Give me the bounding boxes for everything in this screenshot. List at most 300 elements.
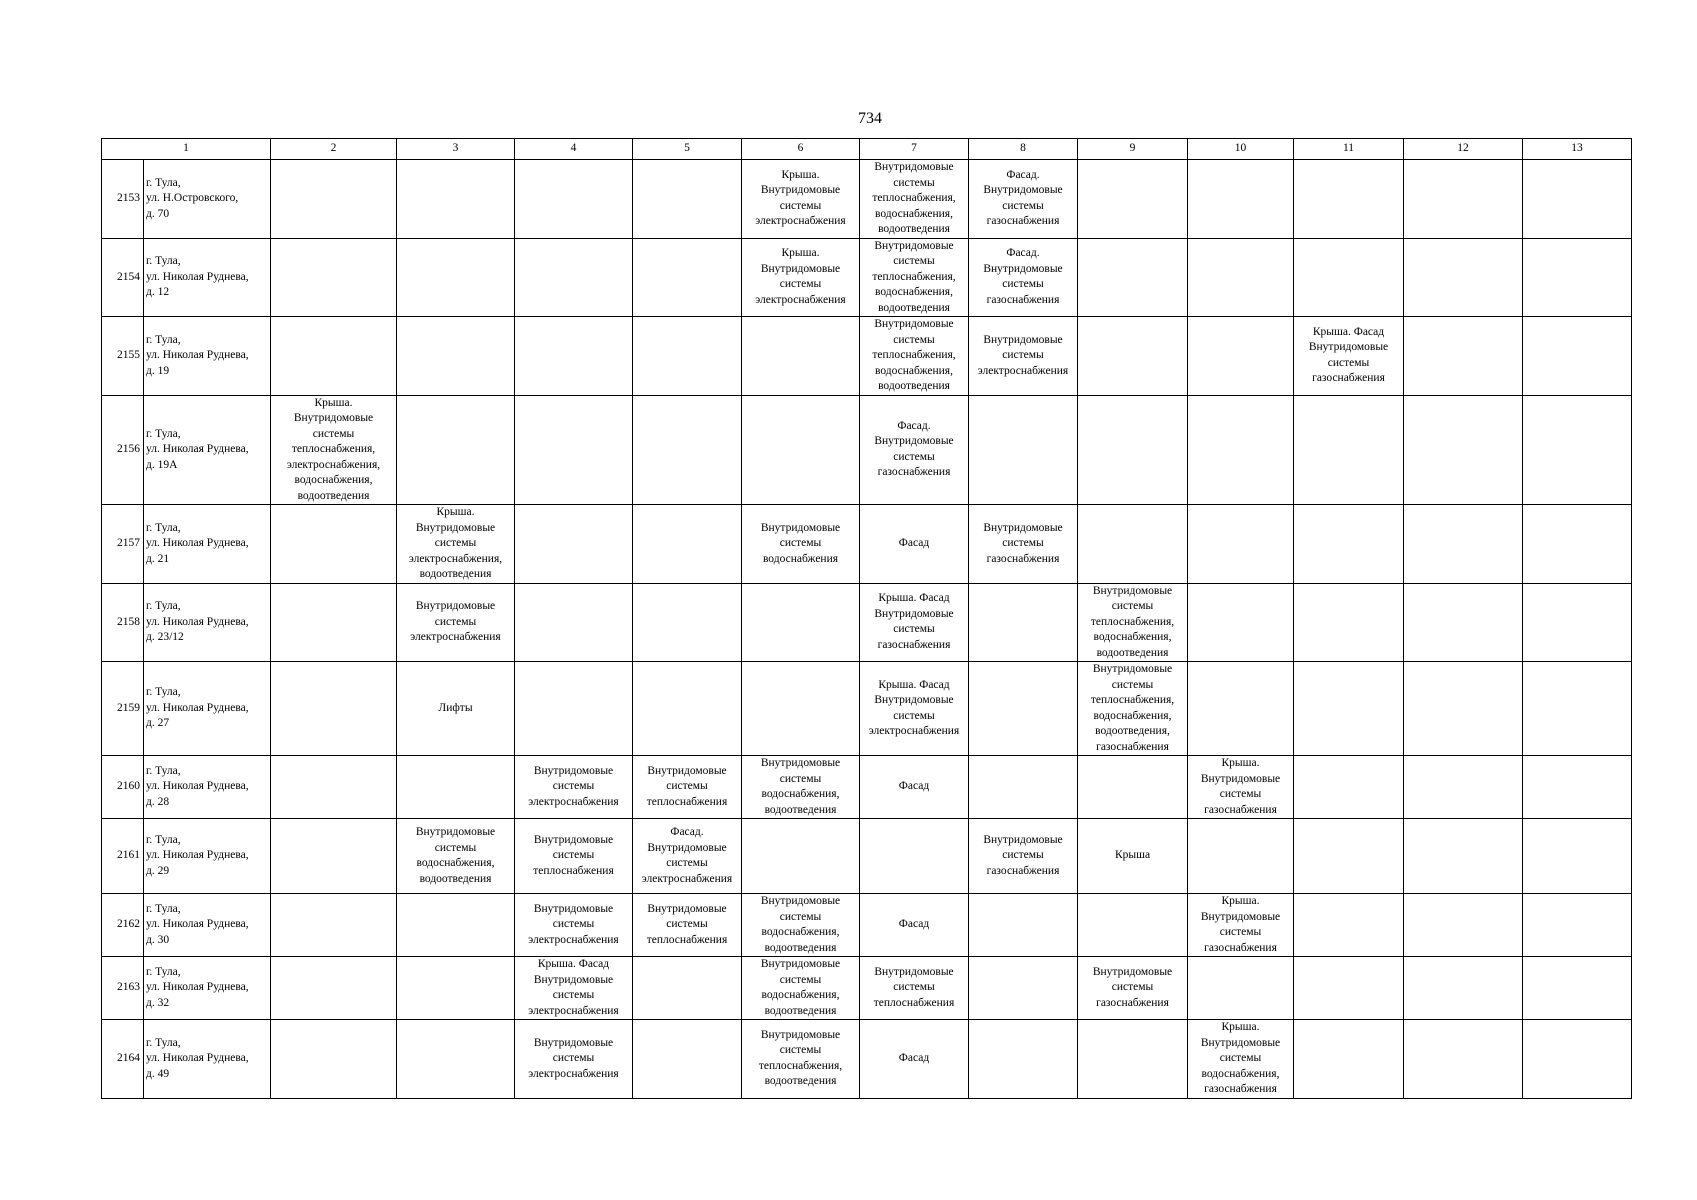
cell-line: системы xyxy=(1219,926,1262,938)
table-cell-col-6 xyxy=(742,317,860,396)
table-cell-col-5 xyxy=(633,662,742,756)
table-cell-col-12 xyxy=(1404,756,1523,819)
table-cell-col-2 xyxy=(271,395,397,505)
cell-line: системы xyxy=(552,780,595,793)
address-line: ул. Николая Руднева, xyxy=(146,780,249,793)
cell-line: водоотведения xyxy=(878,380,950,392)
table-cell-col-11 xyxy=(1294,317,1404,396)
table-cell-col-4 xyxy=(515,238,633,317)
cell-line: водоотведения xyxy=(878,223,950,235)
cell-line: теплоснабжения, xyxy=(1090,694,1175,706)
table-cell-col-10 xyxy=(1188,756,1294,819)
cell-line: водоотведения xyxy=(1096,646,1169,659)
column-header-3: 3 xyxy=(397,139,515,160)
address-line: д. 27 xyxy=(146,717,170,730)
column-header-12: 12 xyxy=(1404,139,1523,160)
table-cell-col-4 xyxy=(515,160,633,239)
table-cell-col-4 xyxy=(515,395,633,505)
table-cell-col-11 xyxy=(1294,957,1404,1020)
row-number: 2153 xyxy=(102,160,144,239)
table-cell-col-7 xyxy=(860,238,969,317)
cell-line: Внутридомовые xyxy=(533,902,614,915)
cell-line: системы xyxy=(1002,199,1044,212)
address-line: д. 19А xyxy=(146,458,178,471)
column-header-1: 1 xyxy=(102,139,271,160)
table-cell-col-5 xyxy=(633,756,742,819)
cell-line: Фасад xyxy=(898,780,930,793)
table-cell-col-9 xyxy=(1078,317,1188,396)
table-cell-col-4 xyxy=(515,317,633,396)
table-cell-col-9 xyxy=(1078,1020,1188,1099)
cell-line: теплоснабжения, xyxy=(872,270,956,283)
table-cell-col-3 xyxy=(397,160,515,239)
address-line: г. Тула, xyxy=(146,1036,181,1049)
table-row xyxy=(102,583,1632,662)
cell-line: системы xyxy=(1002,278,1044,291)
row-number: 2159 xyxy=(102,662,144,756)
table-cell-col-13 xyxy=(1523,505,1632,584)
table-cell-col-6 xyxy=(742,1020,860,1099)
address-line: г. Тула, xyxy=(146,255,181,267)
cell-line: системы xyxy=(434,615,477,628)
cell-line: Внутридомовые xyxy=(533,764,614,777)
cell-line: водоотведения xyxy=(419,872,492,885)
cell-line: Фасад. xyxy=(1006,247,1040,260)
cell-line: системы xyxy=(1219,788,1262,800)
table-cell-col-12 xyxy=(1404,317,1523,396)
address-line: д. 21 xyxy=(146,552,170,565)
cell-line: Крыша. xyxy=(1221,895,1260,907)
cell-line: Крыша. Фасад xyxy=(1312,325,1385,338)
cell-line: системы xyxy=(434,841,477,854)
cell-line: Внутридомовые xyxy=(760,184,841,197)
table-cell-col-3 xyxy=(397,395,515,505)
row-address xyxy=(144,505,271,584)
table-cell-col-11 xyxy=(1294,583,1404,662)
table-cell-col-6 xyxy=(742,819,860,894)
cell-line: водоснабжения, xyxy=(294,474,373,486)
column-header-10: 10 xyxy=(1188,139,1294,160)
table-cell-col-5 xyxy=(633,583,742,662)
table-cell-col-3 xyxy=(397,505,515,584)
cell-line: Внутридомовые xyxy=(983,184,1063,197)
table-cell-col-6 xyxy=(742,238,860,317)
cell-line: Внутридомовые xyxy=(533,1036,614,1049)
column-header-8: 8 xyxy=(969,139,1078,160)
cell-line: теплоснабжения, xyxy=(872,349,956,361)
cell-line: Крыша. xyxy=(436,506,475,518)
table-cell-col-9 xyxy=(1078,505,1188,584)
table-cell-col-8 xyxy=(969,756,1078,819)
table-cell-col-12 xyxy=(1404,1020,1523,1099)
cell-line: газоснабжения xyxy=(1204,1083,1277,1095)
cell-line: Внутридомовые xyxy=(760,262,841,275)
table-row xyxy=(102,317,1632,396)
table-cell-col-5 xyxy=(633,317,742,396)
table-cell-col-5 xyxy=(633,1020,742,1099)
address-line: д. 12 xyxy=(146,286,170,298)
row-number: 2155 xyxy=(102,317,144,396)
table-cell-col-7 xyxy=(860,160,969,239)
table-cell-col-13 xyxy=(1523,957,1632,1020)
cell-line: Крыша xyxy=(1114,849,1151,862)
table-cell-col-6 xyxy=(742,395,860,505)
cell-line: Крыша. xyxy=(314,396,353,409)
row-number: 2160 xyxy=(102,756,144,819)
table-cell-col-8 xyxy=(969,819,1078,894)
table-cell-col-12 xyxy=(1404,160,1523,239)
row-number: 2158 xyxy=(102,583,144,662)
table-cell-col-10 xyxy=(1188,819,1294,894)
cell-line: системы xyxy=(1002,849,1044,862)
cell-line: водоотведения xyxy=(878,301,950,314)
cell-line: Крыша. Фасад xyxy=(537,958,610,970)
address-line: г. Тула, xyxy=(146,965,181,978)
table-cell-col-3 xyxy=(397,662,515,756)
cell-line: газоснабжения xyxy=(1096,740,1169,753)
table-cell-col-13 xyxy=(1523,317,1632,396)
cell-line: системы xyxy=(552,849,595,862)
cell-line: Внутридомовые xyxy=(983,333,1063,346)
cell-line: водоснабжения xyxy=(762,552,839,565)
cell-line: теплоснабжения, xyxy=(1090,615,1175,628)
header-row xyxy=(102,139,1632,160)
cell-line: газоснабжения xyxy=(986,864,1060,877)
table-cell-col-12 xyxy=(1404,505,1523,584)
row-address xyxy=(144,894,271,957)
table-cell-col-7 xyxy=(860,317,969,396)
address-line: д. 70 xyxy=(146,207,170,220)
cell-line: теплоснабжения, xyxy=(291,443,376,455)
cell-line: Фасад xyxy=(898,537,930,549)
table-cell-col-10 xyxy=(1188,957,1294,1020)
cell-line: водоотведения xyxy=(764,1075,837,1088)
cell-line: Лифты xyxy=(438,701,473,714)
cell-line: Внутридомовые xyxy=(760,895,841,907)
row-address xyxy=(144,819,271,894)
address-line: ул. Николая Руднева, xyxy=(146,849,249,862)
cell-line: Фасад xyxy=(898,918,930,931)
table-cell-col-13 xyxy=(1523,756,1632,819)
table-cell-col-3 xyxy=(397,894,515,957)
row-number: 2163 xyxy=(102,957,144,1020)
cell-line: системы xyxy=(893,333,935,346)
cell-line: водоотведения xyxy=(297,489,370,502)
cell-line: Внутридомовые xyxy=(983,521,1063,534)
cell-line: Внутридомовые xyxy=(415,826,496,838)
table-cell-col-9 xyxy=(1078,238,1188,317)
table-cell-col-5 xyxy=(633,160,742,239)
table-cell-col-6 xyxy=(742,756,860,819)
table-cell-col-11 xyxy=(1294,505,1404,584)
cell-line: системы xyxy=(434,537,477,549)
cell-line: электроснабжения xyxy=(528,1067,619,1080)
column-header-2: 2 xyxy=(271,139,397,160)
table-cell-col-3 xyxy=(397,238,515,317)
cell-line: электроснабжения xyxy=(528,1004,619,1017)
address-line: г. Тула, xyxy=(146,333,181,346)
cell-line: газоснабжения xyxy=(986,215,1060,228)
table-cell-col-6 xyxy=(742,957,860,1020)
cell-line: водоснабжения, xyxy=(761,788,840,800)
table-cell-col-7 xyxy=(860,894,969,957)
table-cell-col-2 xyxy=(271,505,397,584)
cell-line: Внутридомовые xyxy=(874,239,954,252)
table-cell-col-4 xyxy=(515,819,633,894)
row-address xyxy=(144,160,271,239)
table-cell-col-6 xyxy=(742,505,860,584)
table-cell-col-10 xyxy=(1188,1020,1294,1099)
table-cell-col-6 xyxy=(742,160,860,239)
row-number: 2156 xyxy=(102,395,144,505)
cell-line: водоснабжения, xyxy=(761,926,840,938)
table-cell-col-7 xyxy=(860,957,969,1020)
table-row xyxy=(102,957,1632,1020)
table-cell-col-5 xyxy=(633,957,742,1020)
cell-line: газоснабжения xyxy=(877,466,951,479)
cell-line: системы xyxy=(893,981,935,994)
cell-line: системы xyxy=(312,427,355,440)
table-cell-col-8 xyxy=(969,662,1078,756)
table-row xyxy=(102,819,1632,894)
address-line: ул. Николая Руднева, xyxy=(146,1052,249,1064)
row-address xyxy=(144,317,271,396)
table-cell-col-7 xyxy=(860,505,969,584)
cell-line: системы xyxy=(779,973,822,986)
row-number: 2162 xyxy=(102,894,144,957)
cell-line: системы xyxy=(779,910,822,923)
cell-line: Внутридомовые xyxy=(415,600,496,612)
cell-line: водоснабжения, xyxy=(1093,709,1172,722)
table-cell-col-2 xyxy=(271,662,397,756)
cell-line: теплоснабжения xyxy=(646,933,728,946)
table-cell-col-5 xyxy=(633,238,742,317)
cell-line: системы xyxy=(1002,349,1044,361)
cell-line: системы xyxy=(893,623,935,636)
cell-line: Фасад xyxy=(898,1052,930,1064)
table-cell-col-5 xyxy=(633,819,742,894)
table-cell-col-8 xyxy=(969,317,1078,396)
cell-line: Крыша. xyxy=(781,168,820,181)
table-row xyxy=(102,1020,1632,1099)
table-cell-col-7 xyxy=(860,583,969,662)
table-cell-col-10 xyxy=(1188,583,1294,662)
cell-line: системы xyxy=(893,450,935,463)
column-header-11: 11 xyxy=(1294,139,1404,160)
cell-line: Крыша. xyxy=(781,247,820,260)
row-address xyxy=(144,583,271,662)
table-cell-col-6 xyxy=(742,662,860,756)
table-cell-col-8 xyxy=(969,505,1078,584)
cell-line: водоснабжения, xyxy=(875,364,953,377)
cell-line: электроснабжения xyxy=(868,725,960,737)
cell-line: водоотведения, xyxy=(1095,725,1170,737)
table-cell-col-12 xyxy=(1404,662,1523,756)
cell-line: системы xyxy=(666,857,708,869)
row-address xyxy=(144,238,271,317)
table-cell-col-12 xyxy=(1404,583,1523,662)
table-cell-col-13 xyxy=(1523,583,1632,662)
table-cell-col-8 xyxy=(969,957,1078,1020)
table-cell-col-2 xyxy=(271,160,397,239)
row-number: 2154 xyxy=(102,238,144,317)
cell-line: Внутридомовые xyxy=(874,694,954,706)
cell-line: Внутридомовые xyxy=(874,161,954,173)
address-line: г. Тула, xyxy=(146,764,181,777)
cell-line: системы xyxy=(1111,678,1154,691)
row-number: 2164 xyxy=(102,1020,144,1099)
cell-line: водоснабжения, xyxy=(875,207,953,220)
address-line: ул. Николая Руднева, xyxy=(146,443,249,455)
table-cell-col-11 xyxy=(1294,160,1404,239)
cell-line: теплоснабжения xyxy=(873,996,955,1009)
row-address xyxy=(144,1020,271,1099)
cell-line: электроснабжения xyxy=(641,872,733,885)
row-address xyxy=(144,957,271,1020)
cell-line: Внутридомовые xyxy=(874,965,954,978)
table-cell-col-8 xyxy=(969,238,1078,317)
cell-line: системы xyxy=(893,709,935,722)
table-cell-col-13 xyxy=(1523,894,1632,957)
cell-line: системы xyxy=(1111,981,1154,994)
cell-line: Внутридомовые xyxy=(1200,1036,1281,1049)
table-cell-col-11 xyxy=(1294,662,1404,756)
table-cell-col-12 xyxy=(1404,957,1523,1020)
table-cell-col-7 xyxy=(860,395,969,505)
cell-line: газоснабжения xyxy=(986,293,1060,306)
cell-line: электроснабжения, xyxy=(408,552,503,565)
table-cell-col-3 xyxy=(397,583,515,662)
address-line: ул. Николая Руднева, xyxy=(146,349,249,361)
cell-line: Внутридомовые xyxy=(983,262,1063,275)
cell-line: Фасад. xyxy=(897,419,931,432)
cell-line: Внутридомовые xyxy=(647,902,727,915)
cell-line: Внутридомовые xyxy=(874,607,954,620)
table-cell-col-8 xyxy=(969,1020,1078,1099)
address-line: д. 23/12 xyxy=(146,631,184,643)
table-cell-col-4 xyxy=(515,894,633,957)
table-cell-col-3 xyxy=(397,819,515,894)
cell-line: системы xyxy=(779,772,822,785)
cell-line: газоснабжения xyxy=(1204,803,1277,816)
cell-line: Внутридомовые xyxy=(760,521,841,534)
cell-line: газоснабжения xyxy=(986,552,1060,565)
cell-line: Внутридомовые xyxy=(533,833,614,846)
cell-line: водоснабжения, xyxy=(761,989,840,1001)
table-cell-col-11 xyxy=(1294,819,1404,894)
column-header-6: 6 xyxy=(742,139,860,160)
column-header-9: 9 xyxy=(1078,139,1188,160)
table-cell-col-12 xyxy=(1404,894,1523,957)
cell-line: системы xyxy=(779,537,822,549)
cell-line: системы xyxy=(779,278,822,291)
table-row xyxy=(102,505,1632,584)
address-line: г. Тула, xyxy=(146,521,181,534)
cell-line: электроснабжения xyxy=(410,631,501,643)
table-cell-col-3 xyxy=(397,756,515,819)
cell-line: Внутридомовые xyxy=(647,841,727,854)
cell-line: теплоснабжения xyxy=(646,795,728,808)
cell-line: Внутридомовые xyxy=(293,412,374,424)
table-cell-col-4 xyxy=(515,1020,633,1099)
table-cell-col-10 xyxy=(1188,662,1294,756)
cell-line: системы xyxy=(779,199,822,212)
table-cell-col-8 xyxy=(969,395,1078,505)
cell-line: газоснабжения xyxy=(1204,941,1277,954)
table-cell-col-4 xyxy=(515,505,633,584)
cell-line: электроснабжения xyxy=(528,933,619,946)
address-line: ул. Николая Руднева, xyxy=(146,615,249,628)
table-row xyxy=(102,894,1632,957)
table-cell-col-10 xyxy=(1188,894,1294,957)
table-cell-col-9 xyxy=(1078,160,1188,239)
table-cell-col-13 xyxy=(1523,160,1632,239)
address-line: г. Тула, xyxy=(146,902,181,915)
cell-line: системы xyxy=(1219,1052,1262,1064)
cell-line: системы xyxy=(552,1052,595,1064)
cell-line: Внутридомовые xyxy=(647,764,727,777)
cell-line: системы xyxy=(893,176,935,189)
table-cell-col-2 xyxy=(271,238,397,317)
column-header-4: 4 xyxy=(515,139,633,160)
table-cell-col-4 xyxy=(515,756,633,819)
cell-line: системы xyxy=(666,918,708,931)
cell-line: Внутридомовые xyxy=(1092,663,1173,675)
table-row xyxy=(102,662,1632,756)
cell-line: электроснабжения xyxy=(977,364,1069,377)
address-line: ул. Николая Руднева, xyxy=(146,270,249,283)
table-cell-col-11 xyxy=(1294,1020,1404,1099)
cell-line: Внутридомовые xyxy=(874,318,954,330)
table-cell-col-11 xyxy=(1294,238,1404,317)
address-line: ул. Николая Руднева, xyxy=(146,918,249,931)
column-header-5: 5 xyxy=(633,139,742,160)
address-line: д. 32 xyxy=(146,996,170,1009)
table-cell-col-5 xyxy=(633,894,742,957)
cell-line: Внутридомовые xyxy=(1200,910,1281,923)
cell-line: Внутридомовые xyxy=(983,833,1063,846)
cell-line: теплоснабжения, xyxy=(758,1059,843,1072)
address-line: д. 29 xyxy=(146,864,170,877)
table-cell-col-9 xyxy=(1078,819,1188,894)
cell-line: газоснабжения xyxy=(1312,372,1385,385)
table-cell-col-9 xyxy=(1078,957,1188,1020)
table-cell-col-3 xyxy=(397,957,515,1020)
address-line: д. 19 xyxy=(146,364,170,377)
table-cell-col-13 xyxy=(1523,1020,1632,1099)
table-cell-col-2 xyxy=(271,894,397,957)
cell-line: водоотведения xyxy=(764,1004,837,1017)
cell-line: теплоснабжения xyxy=(533,864,614,877)
cell-line: газоснабжения xyxy=(1096,996,1169,1009)
cell-line: Внутридомовые xyxy=(1308,341,1389,354)
address-line: г. Тула, xyxy=(146,833,181,846)
row-address xyxy=(144,662,271,756)
table-cell-col-6 xyxy=(742,583,860,662)
table-cell-col-7 xyxy=(860,662,969,756)
cell-line: системы xyxy=(1327,356,1370,369)
cell-line: Фасад. xyxy=(670,826,704,838)
page-number: 734 xyxy=(858,110,882,127)
cell-line: Внутридомовые xyxy=(1092,965,1173,978)
table-cell-col-10 xyxy=(1188,160,1294,239)
table-row xyxy=(102,756,1632,819)
cell-line: электроснабжения, xyxy=(286,458,381,471)
cell-line: системы xyxy=(552,918,595,931)
table-row xyxy=(102,238,1632,317)
table-cell-col-2 xyxy=(271,583,397,662)
address-line: г. Тула, xyxy=(146,600,181,612)
